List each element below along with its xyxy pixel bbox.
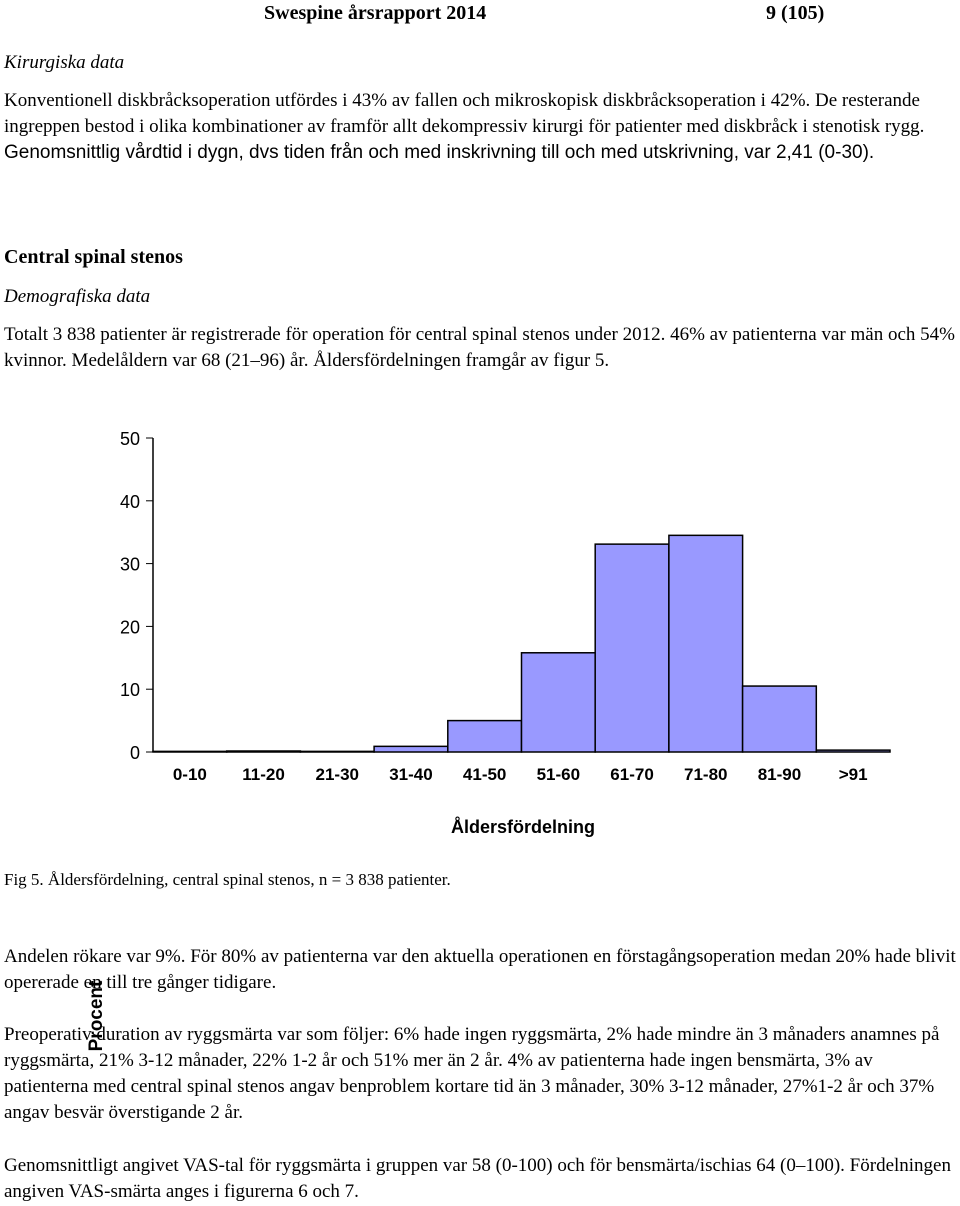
paragraph-pain-duration: Preoperativ duration av ryggsmärta var som följer: 6% hade ingen ryggsmärta, 2% hade mindre än 3 månaders anamnes på ryggsmärta, 21% 3-12 månader, 22% 1-2 år och 51% mer än 2 år. 4% av patienterna hade ingen bensmärta, 3% av patienterna med central spinal stenos angav benproblem kortare tid än 3 månader, 30% 3-12 månader, 27%1-2 år och 37% angav besvär överstigande 2 år. [4, 1024, 940, 1123]
bar-61-70 [595, 544, 669, 752]
y-tick-label: 0 [129, 743, 140, 763]
x-tick-label: 21-30 [315, 765, 359, 784]
bar-21-30 [300, 751, 374, 752]
bar-41-50 [448, 721, 522, 752]
paragraph-vas: Genomsnittligt angivet VAS-tal för ryggsmärta i gruppen var 58 (0-100) och för bensmärta/ischias 64 (0–100). Fördelningen angiven VAS-smärta anges i figurerna 6 och 7. [4, 1155, 951, 1202]
x-axis-label: Åldersfördelning [450, 817, 596, 837]
bar-11-20 [227, 751, 301, 752]
paragraph-smokers: Andelen rökare var 9%. För 80% av patienterna var den aktuella operationen en förstagångsoperation medan 20% hade blivit opererade en till tre gånger tidigare. [4, 946, 956, 993]
x-tick-label: 61-70 [610, 765, 654, 784]
bar->91 [816, 750, 890, 752]
x-axis-ticks [173, 765, 868, 784]
x-tick-label: 0-10 [172, 765, 207, 784]
x-tick-label: 81-90 [757, 765, 802, 784]
x-tick-label: >91 [838, 765, 868, 784]
page-number: 9 (105) [766, 2, 825, 24]
figure-caption: Fig 5. Åldersfördelning, central spinal stenos, n = 3 838 patienter. [4, 870, 451, 889]
y-tick-label: 10 [119, 680, 140, 701]
y-tick-label: 50 [119, 429, 140, 449]
paragraph-demographics: Totalt 3 838 patienter är registrerade för operation för central spinal stenos under 2012. 46% av patienterna var män och 54% kvinnor. Medelåldern var 68 (21–96) år. Åldersfördelningen framgår av figur 5. [4, 324, 955, 371]
subsection-heading: Demografiska data [4, 286, 151, 307]
section-label: Kirurgiska data [4, 52, 125, 73]
x-tick-label: 41-50 [462, 765, 507, 784]
y-tick-label: 20 [119, 617, 140, 638]
y-tick-label: 40 [119, 491, 140, 512]
bar-81-90 [743, 686, 817, 752]
x-tick-label: 11-20 [242, 765, 285, 784]
bar-31-40 [374, 746, 448, 752]
report-title: Swespine årsrapport 2014 [264, 2, 487, 24]
y-tick-label: 30 [119, 554, 140, 575]
paragraph-surgical-data-text: Konventionell diskbråcksoperation utfördes i 43% av fallen och mikroskopisk diskbråcksoperation i 42%. De resterande ingreppen bestod i olika kombinationer av framför allt dekompressiv kirurgi för patienter med diskbråck i stenotisk rygg. [4, 90, 925, 137]
bar-0-10 [153, 751, 227, 752]
x-tick-label: 51-60 [536, 765, 581, 784]
bar-51-60 [522, 653, 596, 752]
paragraph-surgical-data-stay: Genomsnittlig vårdtid i dygn, dvs tiden från och med inskrivning till och med utskrivning, var 2,41 (0-30). [4, 142, 875, 163]
x-tick-label: 71-80 [684, 765, 728, 784]
paragraph-surgical-data [4, 88, 956, 166]
x-tick-label: 31-40 [389, 765, 433, 784]
y-axis-label: Procent [86, 980, 107, 1052]
bars [153, 535, 890, 752]
section-heading: Central spinal stenos [4, 246, 183, 268]
bar-71-80 [669, 535, 743, 752]
